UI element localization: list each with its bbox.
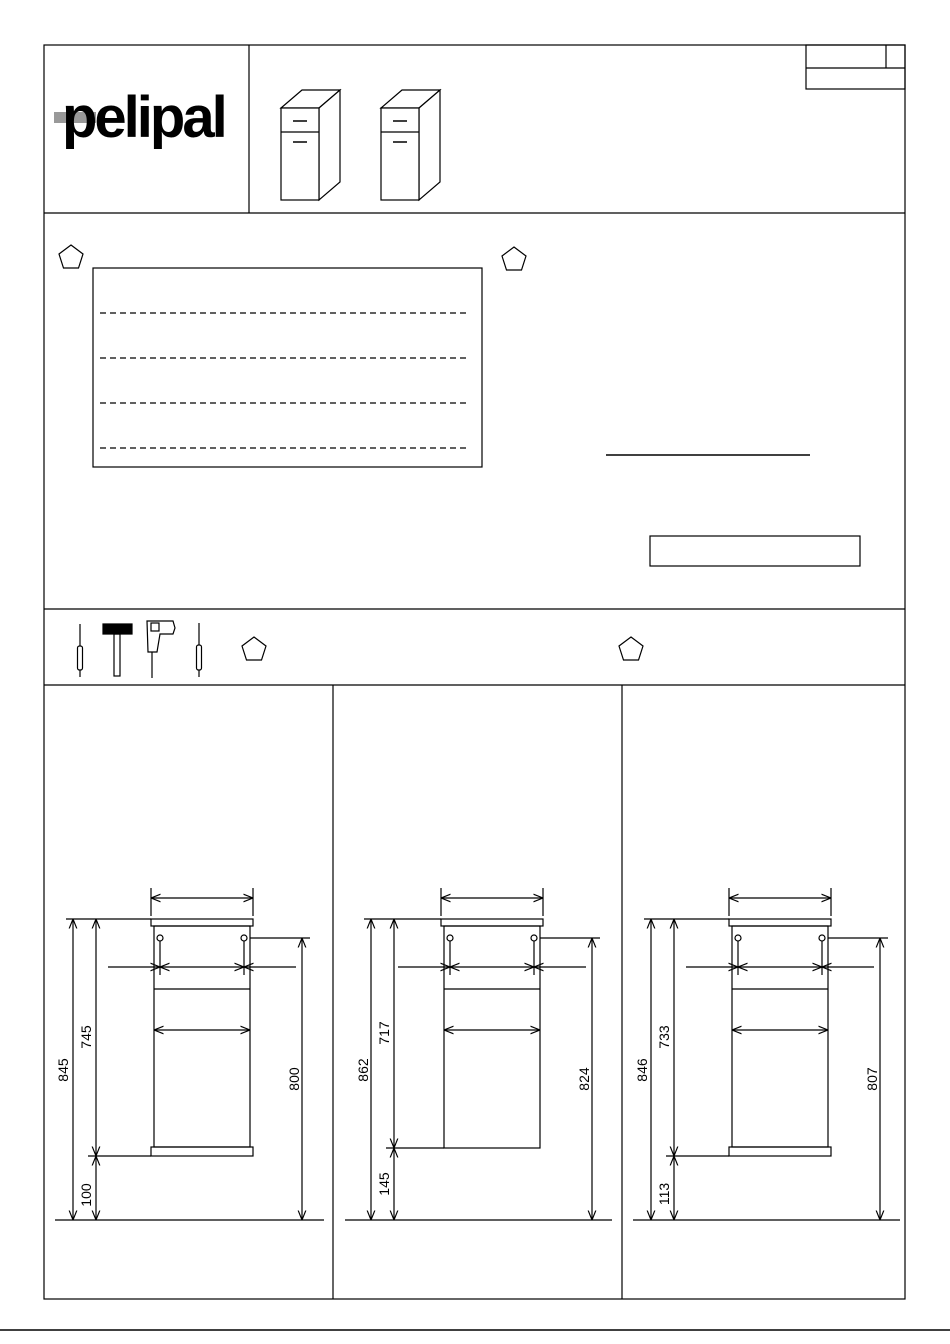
pentagon-icon	[619, 637, 643, 660]
pentagon-icon	[59, 245, 83, 268]
body-height-label: 733	[656, 1025, 672, 1049]
mounting-diagram-c	[633, 888, 900, 1220]
label-box	[650, 536, 860, 566]
mounting-diagram-b	[345, 888, 612, 1220]
parts-list-box	[93, 268, 482, 467]
overall-height-label: 862	[355, 1058, 371, 1082]
mounting-diagram-a	[55, 888, 324, 1220]
body-height-label: 745	[78, 1025, 94, 1049]
right-height-label: 824	[576, 1067, 592, 1091]
pentagon-icon	[502, 247, 526, 270]
right-height-label: 800	[286, 1067, 302, 1091]
pentagon-icon	[242, 637, 266, 660]
plinth-height-label: 113	[656, 1182, 672, 1206]
screwdriver-icon	[197, 623, 202, 677]
product-preview-1	[281, 90, 340, 200]
plinth-height-label: 145	[376, 1172, 392, 1196]
drill-icon	[147, 621, 175, 678]
plinth-height-label: 100	[78, 1183, 94, 1207]
overall-height-label: 846	[634, 1058, 650, 1082]
logo-text: pelipal	[62, 85, 225, 150]
hammer-icon	[103, 624, 132, 676]
product-preview-2	[381, 90, 440, 200]
pelipal-logo	[54, 85, 225, 150]
sheet-frame	[44, 45, 905, 1299]
title-block	[806, 45, 905, 89]
body-height-label: 717	[376, 1021, 392, 1045]
screwdriver-icon	[78, 624, 83, 677]
overall-height-label: 845	[55, 1058, 71, 1082]
right-height-label: 807	[864, 1067, 880, 1091]
